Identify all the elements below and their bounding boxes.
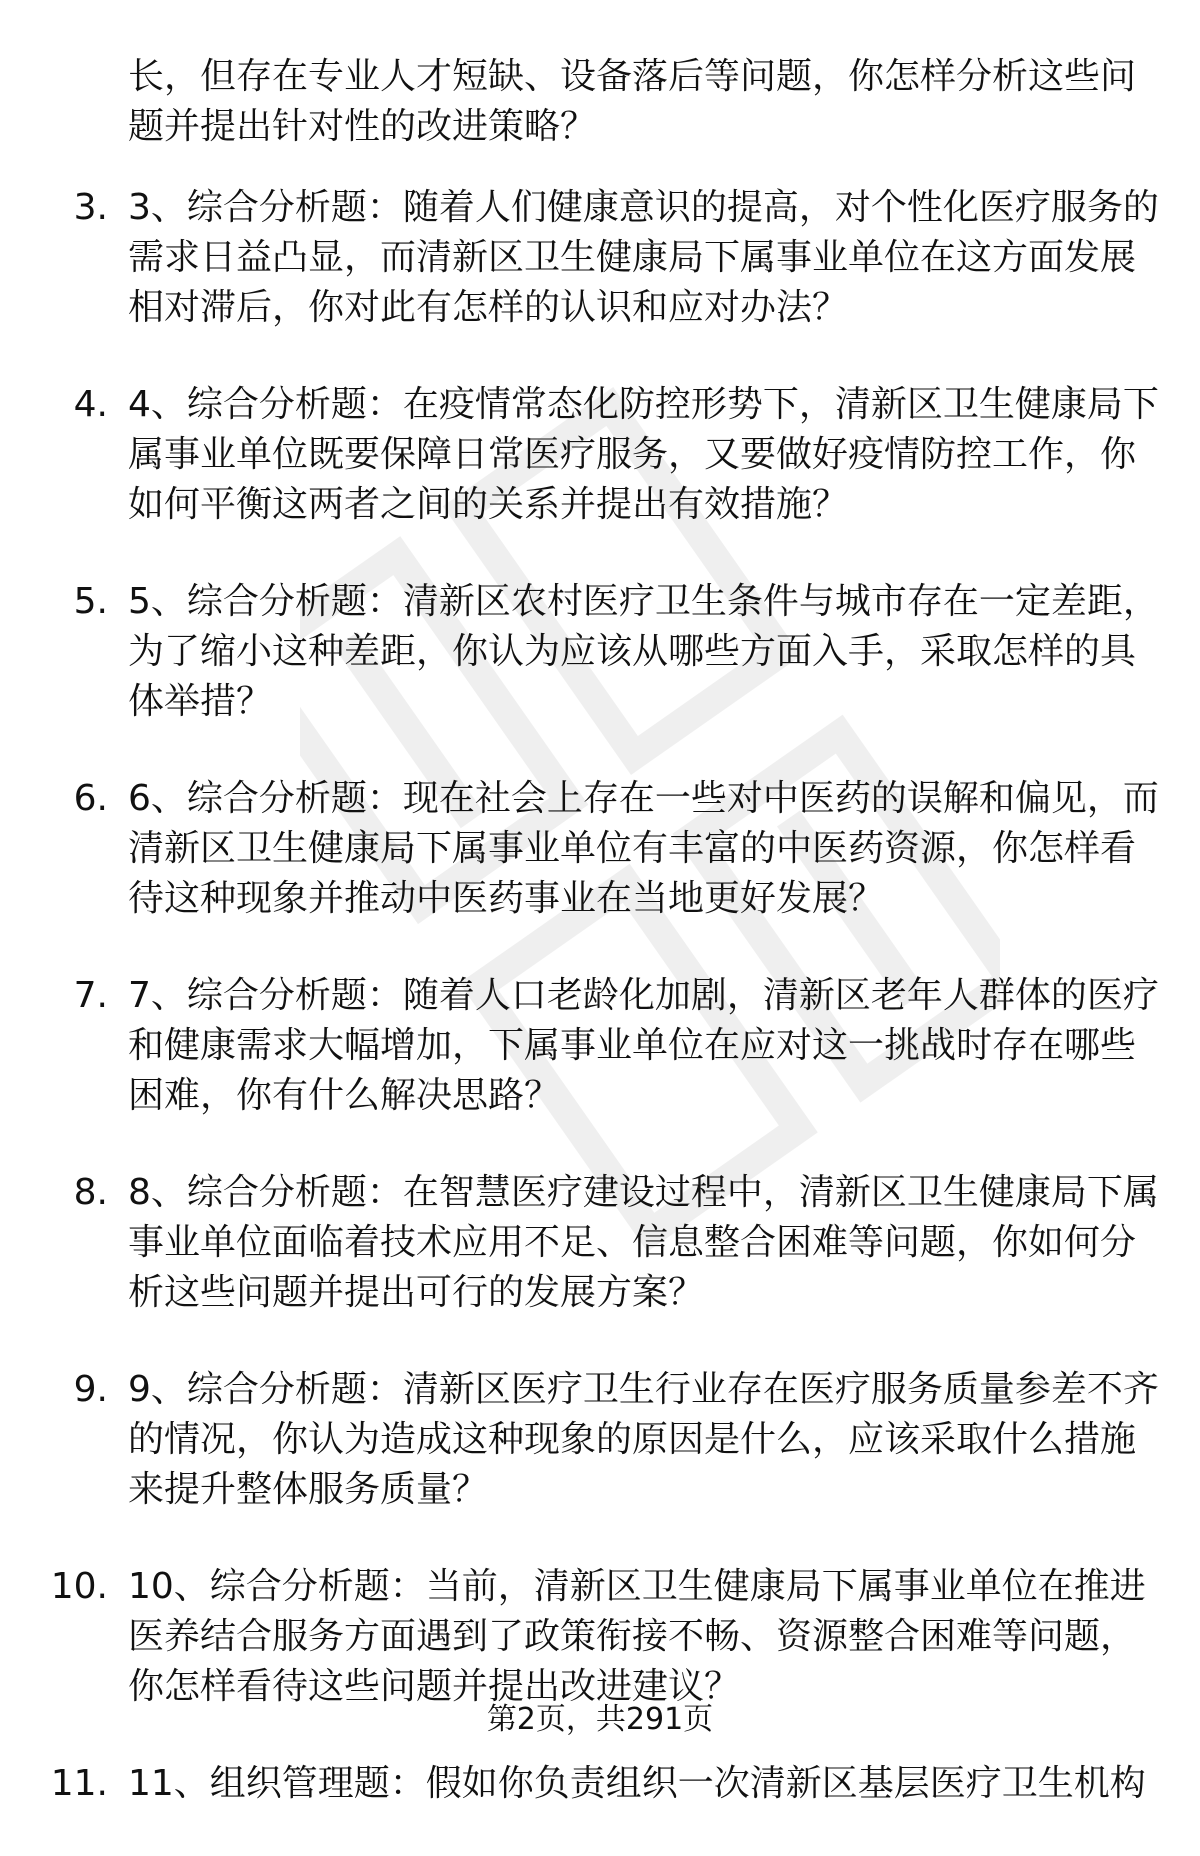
question-number: 4. [73, 384, 108, 425]
question-number: 3. [73, 187, 108, 228]
question-number: 9. [73, 1369, 108, 1410]
list-item [0, 183, 1200, 333]
list-item [0, 1562, 1200, 1712]
question-number: 5. [73, 581, 108, 622]
list-item [0, 380, 1200, 530]
question-text: 8、综合分析题：在智慧医疗建设过程中，清新区卫生健康局下属事业单位面临着技术应用不足、信息整合困难等问题，你如何分析这些问题并提出可行的发展方案？ [128, 1172, 1159, 1313]
question-number: 8. [73, 1172, 108, 1213]
list-item [0, 1759, 1200, 1809]
list-item [0, 971, 1200, 1121]
question-number: 11. [50, 1763, 108, 1804]
list-item [0, 774, 1200, 924]
question-text: 4、综合分析题：在疫情常态化防控形势下，清新区卫生健康局下属事业单位既要保障日常医疗服务，又要做好疫情防控工作，你如何平衡这两者之间的关系并提出有效措施？ [128, 384, 1159, 525]
list-item [0, 577, 1200, 727]
question-number: 6. [73, 778, 108, 819]
question-text: 5、综合分析题：清新区农村医疗卫生条件与城市存在一定差距，为了缩小这种差距，你认为应该从哪些方面入手，采取怎样的具体举措？ [128, 581, 1159, 722]
question-text: 3、综合分析题：随着人们健康意识的提高，对个性化医疗服务的需求日益凸显，而清新区卫生健康局下属事业单位在这方面发展相对滞后，你对此有怎样的认识和应对办法？ [128, 187, 1159, 328]
question-list [0, 183, 1200, 1856]
list-item [0, 1168, 1200, 1318]
question-number: 10. [50, 1566, 108, 1607]
page-footer: 第2页，共291页 [486, 1702, 714, 1737]
question-text: 9、综合分析题：清新区医疗卫生行业存在医疗服务质量参差不齐的情况，你认为造成这种现象的原因是什么，应该采取什么措施来提升整体服务质量？ [128, 1369, 1159, 1510]
question-text: 7、综合分析题：随着人口老龄化加剧，清新区老年人群体的医疗和健康需求大幅增加，下属事业单位在应对这一挑战时存在哪些困难，你有什么解决思路？ [128, 975, 1159, 1116]
question-text: 10、综合分析题：当前，清新区卫生健康局下属事业单位在推进医养结合服务方面遇到了政策衔接不畅、资源整合困难等问题，你怎样看待这些问题并提出改进建议？ [128, 1566, 1146, 1707]
continuation-paragraph: 长，但存在专业人才短缺、设备落后等问题，你怎样分析这些问题并提出针对性的改进策略？ [128, 56, 1137, 147]
list-item [0, 1365, 1200, 1515]
question-text: 11、组织管理题：假如你负责组织一次清新区基层医疗卫生机构 [128, 1763, 1146, 1804]
question-text: 6、综合分析题：现在社会上存在一些对中医药的误解和偏见，而清新区卫生健康局下属事业单位有丰富的中医药资源，你怎样看待这种现象并推动中医药事业在当地更好发展？ [128, 778, 1159, 919]
question-number: 7. [73, 975, 108, 1016]
